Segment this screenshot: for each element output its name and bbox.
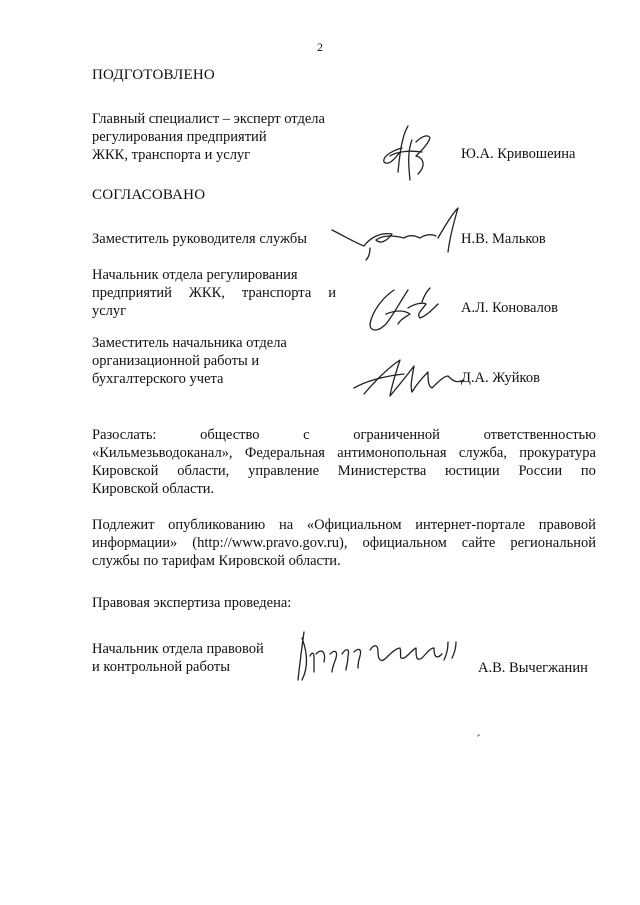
position-line: регулирования предприятий [92,129,267,145]
paragraph-line: Кировской области. [92,481,215,497]
paragraph-line: службы по тарифам Кировской области. [92,553,341,569]
distribution-paragraph [92,426,596,498]
signature-vychegzhanin [292,628,472,684]
position-line: и контрольной работы [92,659,230,675]
page-number: 2 [317,40,323,54]
signature-konovalov [364,280,444,338]
paragraph-line: Разослать: общество с ограниченной ответственностью [92,427,596,443]
position-line: предприятий ЖКК, транспорта и [92,285,336,301]
signature-malkov [330,204,466,262]
position-line: организационной работы и [92,353,260,369]
signer-name: Ю.А. Кривошеина [461,146,576,162]
position-line: Главный специалист – эксперт отдела [92,111,325,127]
signer-name: А.В. Вычегжанин [478,660,588,676]
legal-review-statement: Правовая экспертиза проведена: [92,595,292,611]
stray-mark [477,734,480,737]
position-line: Начальник отдела правовой [92,641,264,657]
signer-name: Д.А. Жуйков [461,370,540,386]
signer-name: Н.В. Мальков [461,231,546,247]
position-line: Начальник отдела регулирования [92,267,298,283]
paragraph-line: информации» (http://www.pravo.gov.ru), официальном сайте региональной [92,535,596,551]
signature-kryvosheina [378,122,438,186]
signature-zhuykov [352,354,470,400]
position-line: Заместитель руководителя службы [92,231,308,247]
position-line: ЖКК, транспорта и услуг [92,147,251,163]
signer-1-position [92,230,342,248]
prepared-position [92,110,342,164]
paragraph-line: Подлежит опубликованию на «Официальном интернет-портале правовой [92,517,596,533]
signer-2-position [92,266,342,320]
position-line: Заместитель начальника отдела [92,335,287,351]
paragraph-line: Кировской области, управление Министерства юстиции России по [92,463,596,479]
signer-3-position [92,334,342,388]
position-line: услуг [92,303,127,319]
position-line: бухгалтерского учета [92,371,224,387]
paragraph-line: «Кильмезьводоканал», Федеральная антимонопольная служба, прокуратура [92,445,596,461]
agreed-heading: СОГЛАСОВАНО [92,187,206,203]
prepared-heading: ПОДГОТОВЛЕНО [92,67,215,83]
publication-paragraph [92,516,596,570]
signer-name: А.Л. Коновалов [461,300,558,316]
